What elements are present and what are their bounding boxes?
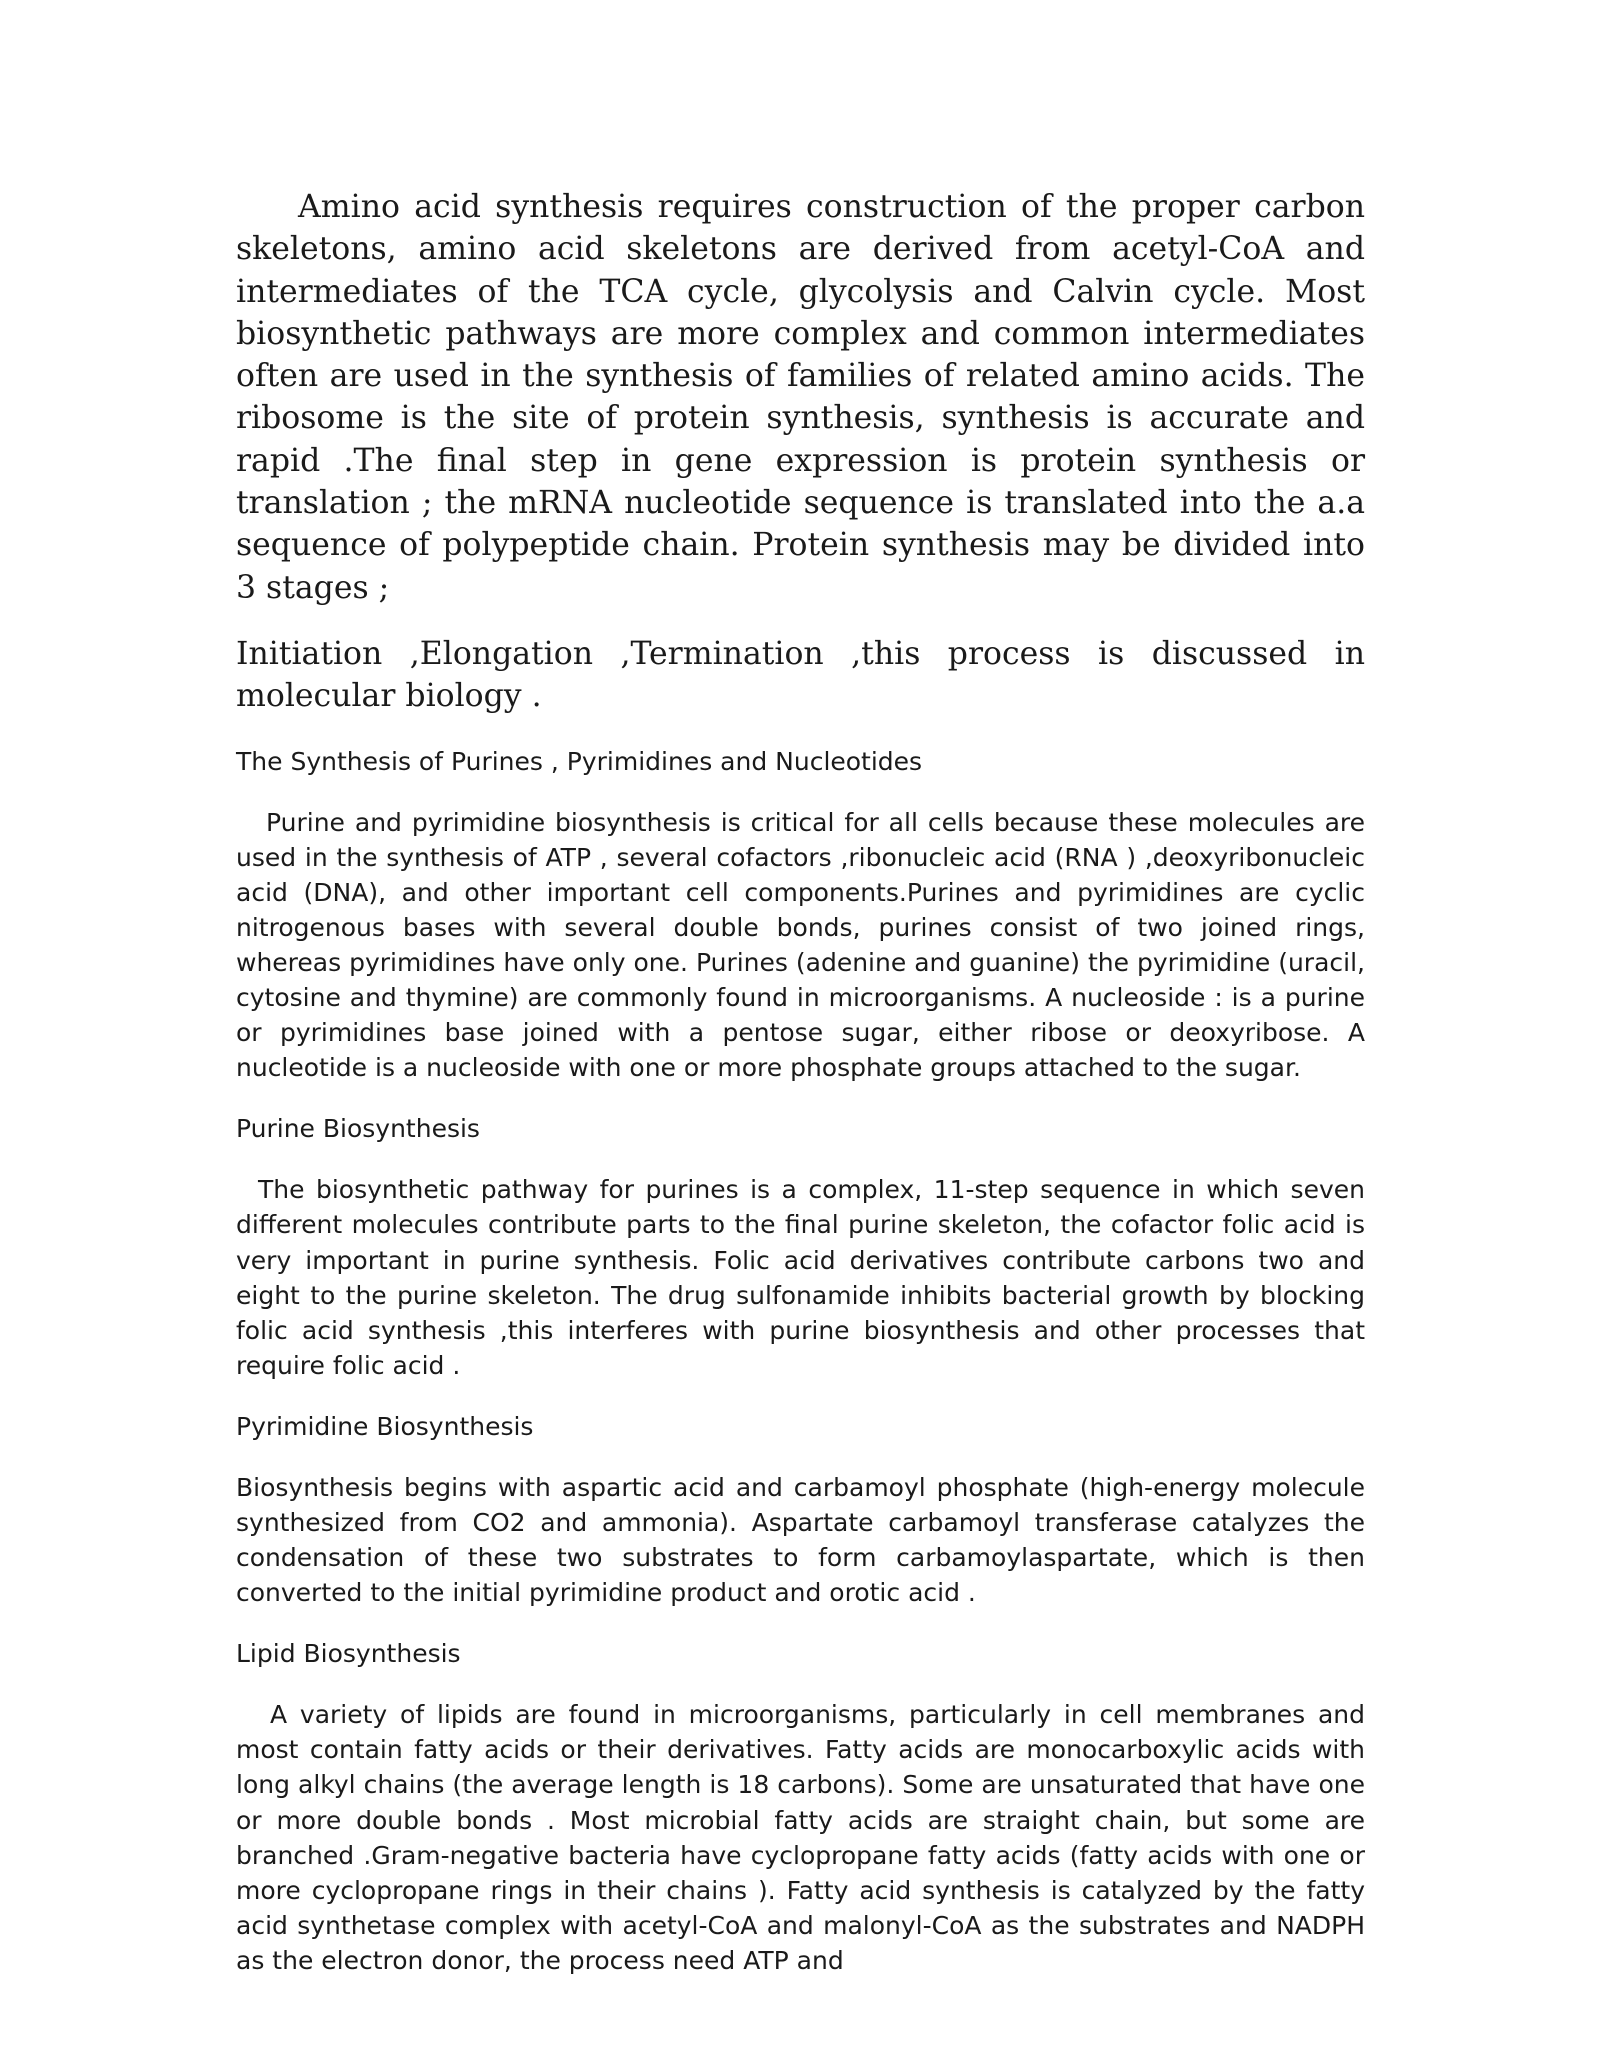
heading-purine-biosynthesis: Purine Biosynthesis bbox=[236, 1114, 480, 1144]
heading-nucleotides: The Synthesis of Purines , Pyrimidines and Nucleotides bbox=[236, 746, 923, 776]
page-content bbox=[236, 186, 1365, 1978]
paragraph-nucleotides: Purine and pyrimidine biosynthesis is critical for all cells because these molecules are used in the synthesis of ATP , several cofactors ,ribonucleic acid (RNA ) ,deoxyribonucleic acid (DNA), and other important cell components.Purines and pyrimidines are cyclic nitrogenous bases with several double bonds, purines consist of two joined rings, whereas pyrimidines have only one. Purines (adenine and guanine) the pyrimidine (uracil, cytosine and thymine) are commonly found in microorganisms. A nucleoside : is a purine or pyrimidines base joined with a pentose sugar, either ribose or deoxyribose. A nucleotide is a nucleoside with one or more phosphate groups attached to the sugar. bbox=[236, 807, 1365, 1083]
heading-pyrimidine-biosynthesis: Pyrimidine Biosynthesis bbox=[236, 1411, 534, 1441]
paragraph-pyrimidine-biosynthesis: Biosynthesis begins with aspartic acid and carbamoyl phosphate (high-energy molecule synthesized from CO2 and ammonia). Aspartate carbamoyl transferase catalyzes the condensation of these two substrates to form carbamoylaspartate, which is then converted to the initial pyrimidine product and orotic acid . bbox=[236, 1472, 1365, 1608]
heading-lipid-biosynthesis: Lipid Biosynthesis bbox=[236, 1639, 461, 1669]
paragraph-purine-biosynthesis: The biosynthetic pathway for purines is a complex, 11-step sequence in which seven different molecules contribute parts to the final purine skeleton, the cofactor folic acid is very important in purine synthesis. Folic acid derivatives contribute carbons two and eight to the purine skeleton. The drug sulfonamide inhibits bacterial growth by blocking folic acid synthesis ,this interferes with purine biosynthesis and other processes that require folic acid . bbox=[236, 1175, 1365, 1380]
intro-paragraph-stages: Initiation ,Elongation ,Termination ,this process is discussed in molecular biology . bbox=[236, 635, 1365, 715]
paragraph-lipid-biosynthesis: A variety of lipids are found in microorganisms, particularly in cell membranes and most contain fatty acids or their derivatives. Fatty acids are monocarboxylic acids with long alkyl chains (the average length is 18 carbons). Some are unsaturated that have one or more double bonds . Most microbial fatty acids are straight chain, but some are branched .Gram-negative bacteria have cyclopropane fatty acids (fatty acids with one or more cyclopropane rings in their chains ). Fatty acid synthesis is catalyzed by the fatty acid synthetase complex with acetyl-CoA and malonyl-CoA as the substrates and NADPH as the electron donor, the process need ATP and bbox=[236, 1700, 1365, 1975]
intro-paragraph-protein-synthesis: Amino acid synthesis requires construction of the proper carbon skeletons, amino acid skeletons are derived from acetyl-CoA and intermediates of the TCA cycle, glycolysis and Calvin cycle. Most biosynthetic pathways are more complex and common intermediates often are used in the synthesis of families of related amino acids. The ribosome is the site of protein synthesis, synthesis is accurate and rapid .The final step in gene expression is protein synthesis or translation ; the mRNA nucleotide sequence is translated into the a.a sequence of polypeptide chain. Protein synthesis may be divided into 3 stages ; bbox=[236, 189, 1365, 606]
